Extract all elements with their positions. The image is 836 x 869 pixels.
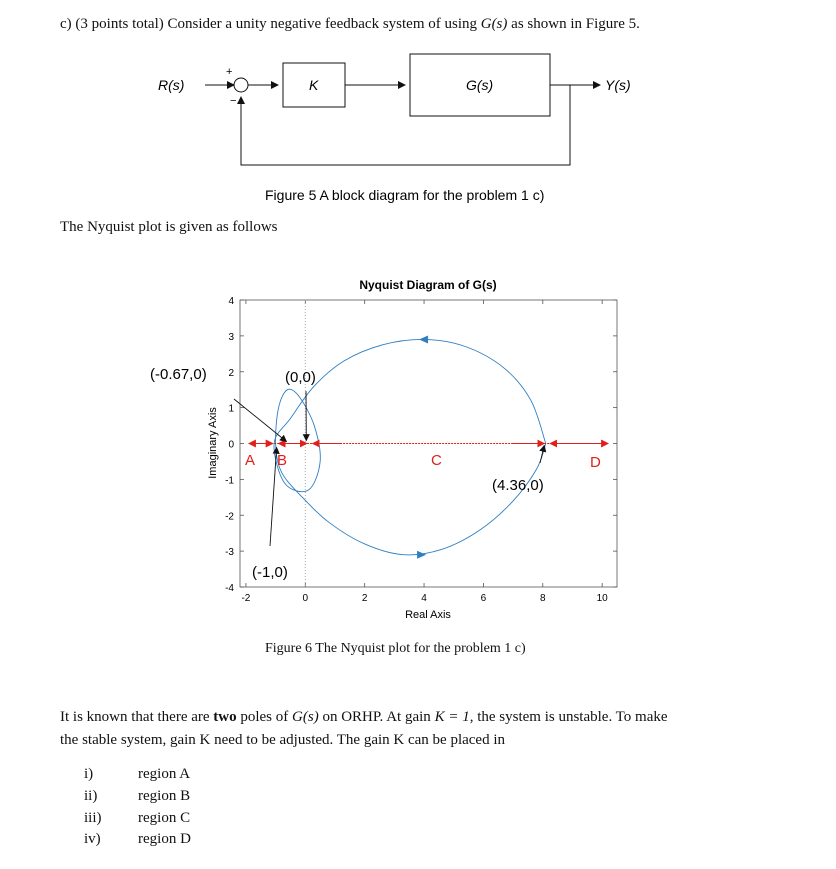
region-label-b: B — [277, 452, 288, 469]
plus-sign: + — [226, 66, 233, 78]
option-label: region C — [138, 810, 191, 826]
statement-line1 — [60, 709, 668, 726]
y-tick-label: -4 — [225, 583, 234, 594]
statement-part-a: It is known that there are — [60, 709, 214, 725]
question-prefix: c) (3 points total) Consider a unity negative feedback system of using — [60, 16, 481, 32]
feedback-path — [241, 85, 570, 165]
region-label-a: A — [245, 452, 256, 469]
point-label: (0,0) — [285, 369, 316, 386]
y-axis-label: Imaginary Axis — [207, 407, 219, 479]
question-suffix: as shown in Figure 5. — [507, 16, 640, 32]
point-label: (4.36,0) — [492, 477, 544, 494]
statement-part-b: poles of — [236, 709, 293, 725]
option-number: i) — [84, 766, 94, 782]
y-tick-label: -3 — [225, 547, 234, 559]
y-tick-label: -2 — [225, 511, 234, 523]
option-label: region A — [138, 766, 191, 782]
x-tick-label: 2 — [361, 593, 368, 604]
statement-line2: the stable system, gain K need to be adjusted. The gain K can be placed in — [60, 732, 506, 748]
x-tick-label: 10 — [596, 593, 608, 604]
statement-bold-two: two — [213, 709, 237, 725]
y-tick-label: 1 — [228, 403, 234, 415]
axis-ticks — [225, 296, 617, 604]
x-tick-label: 8 — [540, 593, 546, 604]
option-number: ii) — [84, 788, 98, 804]
option-number: iii) — [84, 810, 102, 826]
annotation-arrow — [540, 446, 544, 464]
point-label: (-1,0) — [252, 564, 288, 581]
annotation-arrow — [234, 399, 286, 442]
input-label: R(s) — [158, 77, 185, 93]
option-number: iv) — [84, 831, 101, 847]
chart-title: Nyquist Diagram of G(s) — [359, 278, 497, 292]
direction-arrow-bottom — [417, 551, 426, 559]
direction-arrow-top — [419, 335, 428, 343]
y-tick-label: -1 — [225, 475, 234, 487]
g-symbol: G(s) — [480, 16, 508, 32]
statement-k-equals: K = 1 — [434, 709, 470, 725]
x-tick-label: 6 — [480, 593, 487, 604]
point-label: (-0.67,0) — [150, 366, 207, 383]
statement-part-c: on ORHP. At gain — [318, 709, 435, 725]
statement-part-d: , the system is unstable. To make — [469, 709, 668, 725]
x-tick-label: 0 — [302, 593, 309, 604]
block-diagram — [0, 0, 836, 240]
y-tick-label: 2 — [228, 367, 234, 379]
controller-label: K — [309, 77, 319, 93]
figure5-caption: Figure 5 A block diagram for the problem 1 c) — [265, 187, 545, 203]
y-tick-label: 4 — [228, 296, 234, 307]
region-label-c: C — [431, 452, 442, 469]
x-axis-label: Real Axis — [405, 609, 451, 621]
y-tick-label: 3 — [228, 331, 234, 343]
plant-label: G(s) — [466, 77, 494, 93]
output-label: Y(s) — [605, 77, 631, 93]
nyquist-chart — [0, 260, 836, 680]
option-label: region B — [138, 788, 191, 804]
region-label-d: D — [590, 454, 601, 471]
y-tick-label: 0 — [228, 439, 234, 451]
figure6-caption: Figure 6 The Nyquist plot for the problem 1 c) — [265, 641, 526, 656]
minus-sign: − — [230, 95, 237, 107]
nyquist-intro: The Nyquist plot is given as follows — [60, 219, 278, 235]
statement-g-symbol: G(s) — [292, 709, 319, 725]
annotation-arrow — [270, 448, 277, 547]
option-label: region D — [138, 831, 191, 847]
x-tick-label: 4 — [421, 593, 427, 604]
summing-junction — [234, 78, 248, 92]
x-tick-label: -2 — [241, 593, 251, 604]
